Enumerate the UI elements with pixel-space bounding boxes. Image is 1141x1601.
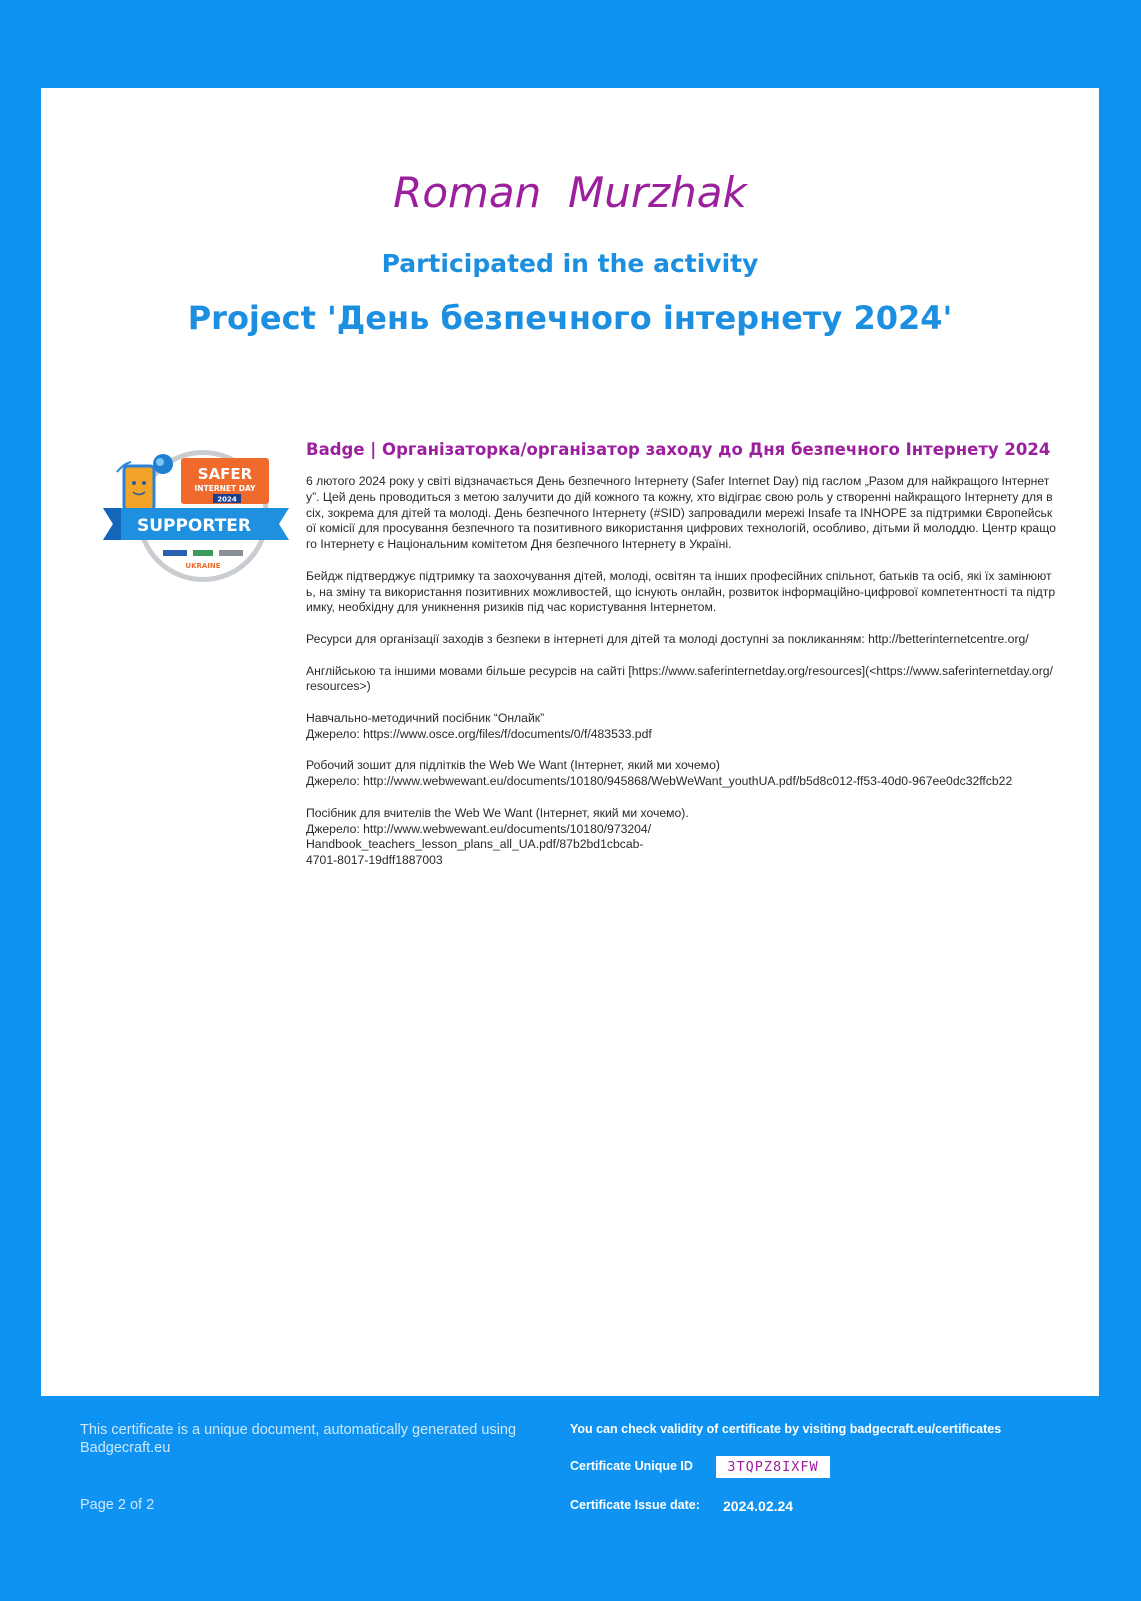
participation-text: Participated in the activity xyxy=(381,249,759,278)
certificate-page xyxy=(41,88,1099,1396)
badge-mascot-eye-right xyxy=(142,481,146,485)
badge-year-text: 2024 xyxy=(217,495,237,504)
page-indicator: Page 2 of 2 xyxy=(80,1497,155,1513)
issue-date-value: 2024.02.24 xyxy=(723,1498,794,1514)
badge-tablet-mascot-icon xyxy=(124,466,154,510)
badge-description: 6 лютого 2024 року у світі відзначається День безпечного Інтернету (Safer Internet Day) під гаслом „Разом для найкращого Інтернету”. Цей день проводиться з метою залучити до дій кожного та кожну, хто відіграє свою роль у створенні найкращого Інтернету для всіх, зокрема для дітей та молоді. День безпечного Інтернету (#SID) запровадили мережі Insafe та INHOPE за підтримки Європейської комісії для просування безпечного та позитивного використання цифрових технологій, особливо, дітьми й молоддю. Центр кращого Інтернету є Національним комітетом Дня безпечного Інтернету в Україні. Бейдж підтверджує підтримку та заохочування дітей, молоді, освітян та інших професійних спільнот, батьків та осіб, які їх замінюють, на зміну та використання позитивних можливостей, що існують онлайн, розвиток інформаційно-цифрової компетентності та підтримку, необхідну для уникнення ризиків під час користування Інтернетом. Ресурси для організації заходів з безпеки в інтернеті для дітей та молоді доступні за покликанням: http://betterinternetcentre.org/ Англійською та іншими мовами більше ресурсів на сайті [https://www.saferinternetday.org/resources](<https://www.saferinternetday.org/resources>) Навчально-методичний посібник “Онлайк” Джерело: https://www.osce.org/files/f/documents/0/f/483533.pdf Робочий зошит для підлітків the Web We Want (Інтернет, який ми хочемо) Джерело: http://www.webwewant.eu/documents/10180/945868/WebWeWant_youthUA.pdf/b5d8c012-ff53-40d0-967ee0dc32ffcb22 Посібник для вчителів the Web We Want (Інтернет, який ми хочемо). Джерело: http://www.webwewant.eu/documents/10180/973204/ Handbook_teachers_lesson_plans_all_UA.pdf/87b2bd1cbcab- 4701-8017-19dff1887003 xyxy=(306,474,1056,868)
badge-mascot-eye-left xyxy=(132,481,136,485)
badge-safer-text: SAFER xyxy=(197,465,253,483)
safer-internet-day-supporter-badge xyxy=(93,446,293,596)
generated-note: This certificate is a unique document, automatically generated using Badgecraft.eu xyxy=(80,1422,517,1456)
issue-date-label: Certificate Issue date: xyxy=(570,1498,700,1512)
unique-id-value: 3TQPZ8IXFW xyxy=(716,1456,830,1478)
badge-ukraine-text: UKRAINE xyxy=(185,562,221,570)
badge-internet-day-text: INTERNET DAY xyxy=(194,484,256,493)
validity-note: You can check validity of certificate by visiting badgecraft.eu/certificates xyxy=(570,1422,1002,1436)
badge-logo-eu xyxy=(163,550,187,556)
badge-globe-highlight xyxy=(156,458,164,466)
badge-ribbon-fold-left xyxy=(103,508,121,540)
badge-logo-right xyxy=(219,550,243,556)
badge-title: Badge | Організаторка/організатор заходу до Дня безпечного Інтернету 2024 xyxy=(306,440,1051,459)
recipient-name: Roman Murzhak xyxy=(393,168,747,217)
unique-id-label: Certificate Unique ID xyxy=(570,1459,693,1473)
badge-logo-center xyxy=(193,550,213,556)
activity-title: Project 'День безпечного інтернету 2024' xyxy=(187,299,953,337)
badge-supporter-text: SUPPORTER xyxy=(136,516,252,536)
